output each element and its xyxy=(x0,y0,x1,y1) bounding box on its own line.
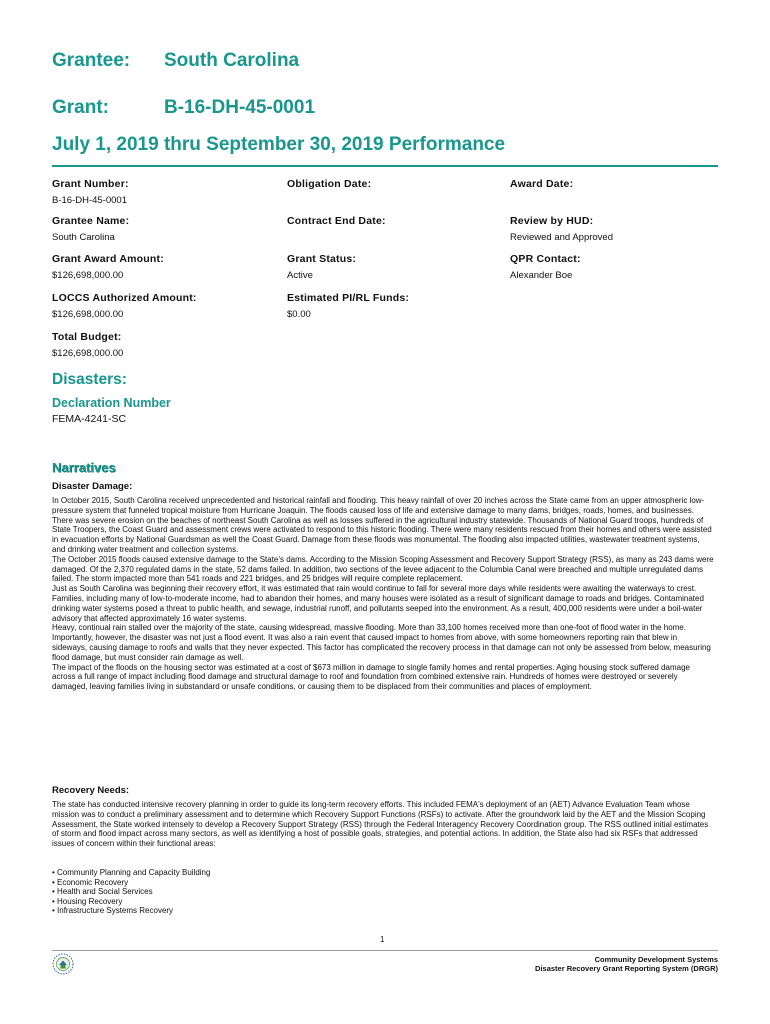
disaster-damage-paragraph: The impact of the floods on the housing sector was estimated at a cost of $673 million in damage to single family homes and rental properties. Aging housing stock suffered damage across a full range of impact including flood damage and structural damage to roof and foundation from combined extensive rain. Hundreds of homes were destroyed or severely damaged, leaving families living in substandard or unsafe conditions, or causing them to be displaced from their communities and places of employment. xyxy=(52,662,690,692)
grant-award-amount-value: $126,698,000.00 xyxy=(52,270,124,281)
declaration-number-value: FEMA-4241-SC xyxy=(52,413,127,425)
footer-line-2: Disaster Recovery Grant Reporting System (DRGR) xyxy=(535,964,718,973)
grant-header-value: B-16-DH-45-0001 xyxy=(164,97,316,118)
award-date-label: Award Date: xyxy=(510,178,574,190)
disaster-damage-heading: Disaster Damage: xyxy=(52,481,133,492)
narratives-heading: Narratives xyxy=(52,460,116,475)
qpr-contact-field xyxy=(510,253,581,281)
grant-award-amount-label: Grant Award Amount: xyxy=(52,253,164,265)
list-item: • Housing Recovery xyxy=(52,896,123,906)
grantee-header-value: South Carolina xyxy=(164,50,300,71)
grant-number-field xyxy=(52,178,129,206)
disaster-damage-paragraph: Heavy, continual rain stalled over the majority of the state, causing widespread, massive flooding. More than 33,100 homes received more than one-foot of flood water in the home. Importantly, however, the disaster was not just a flood event. It was also a rain event that caused impact to homes from above, with some homeowners reporting rain that blew in sideways, causing damage to roofs and walls that they never expected. This factor has complicated the recovery process in that damage can not only be assessed from below, measuring flood damage, but must consider rain damage as well. xyxy=(52,623,711,662)
recovery-needs-paragraph: The state has conducted intensive recovery planning in order to guide its long-term recovery efforts. This included FEMA's deployment of an (AET) Advance Evaluation Team whose mission was to conduct a preliminary assessment and to determine which Recovery Support Functions (RSFs) to activate. After the groundwork laid by the AET and the Mission Scoping Assessment, the State worked intensely to develop a Recovery Support Strategy (RSS) through the Federal Interagency Recovery Coordination group. The RSS outlined initial estimates of storm and flood impact across many sectors, as well as identifying a host of possible goals, strategies, and potential actions. In addition, the State also had six RSFs that addressed issues of concern within their functional areas: xyxy=(52,800,709,849)
total-budget-field xyxy=(52,331,123,359)
review-by-hud-field xyxy=(510,215,613,243)
list-item: • Health and Social Services xyxy=(52,887,153,897)
obligation-date-label: Obligation Date: xyxy=(287,178,372,190)
footer-divider xyxy=(52,950,718,951)
grantee-header xyxy=(52,50,299,72)
footer-line-1: Community Development Systems xyxy=(594,955,718,964)
grant-status-field xyxy=(287,253,356,281)
list-item: • Infrastructure Systems Recovery xyxy=(52,906,174,916)
award-date-field xyxy=(510,178,573,195)
qpr-contact-label: QPR Contact: xyxy=(510,253,581,265)
grant-award-amount-field xyxy=(52,253,164,281)
loccs-authorized-amount-value: $126,698,000.00 xyxy=(52,309,124,320)
recovery-functions-list xyxy=(52,868,210,916)
contract-end-date-field xyxy=(287,215,386,232)
disaster-damage-paragraph: The October 2015 floods caused extensive damage to the State’s dams. According to the Mission Scoping Assessment and Recovery Support Strategy (RSS), as many as 243 dams were damaged. Of the 2,370 regulated dams in the state, 52 dams failed. In addition, two sections of the levee adjacent to the Columbia Canal were breached and multiple unregulated dams failed. The storm impacted more than 541 roads and 221 bridges, and 25 bridges will require complete replacement. xyxy=(52,554,714,584)
review-by-hud-value: Reviewed and Approved xyxy=(510,232,613,243)
grant-number-label: Grant Number: xyxy=(52,178,129,190)
grant-header-label: Grant: xyxy=(52,97,109,118)
grantee-name-value: South Carolina xyxy=(52,232,115,243)
grantee-name-label: Grantee Name: xyxy=(52,215,130,227)
total-budget-label: Total Budget: xyxy=(52,331,122,343)
disaster-damage-paragraph: Just as South Carolina was beginning their recovery effort, it was estimated that rain would continue to fall for several more days while residents were awaiting the waterways to crest. Families, including many of low-to-moderate income, had to abandon their homes, and many houses were isolated as a result of significant damage to roads and bridges. Contaminated drinking water systems posed a threat to public health, and sewage, industrial runoff, and pollutants seeped into the environment. As a result, 400,000 residents were under a boil-water advisory that affected approximately 16 water systems. xyxy=(52,584,704,623)
disasters-heading: Disasters: xyxy=(52,371,127,388)
hud-seal-icon xyxy=(52,953,74,975)
header-divider xyxy=(52,165,718,167)
qpr-contact-value: Alexander Boe xyxy=(510,270,573,281)
grant-status-value: Active xyxy=(287,270,313,281)
grant-number-value: B-16-DH-45-0001 xyxy=(52,195,127,206)
grant-status-label: Grant Status: xyxy=(287,253,357,265)
page-number: 1 xyxy=(380,935,385,944)
disaster-damage-text xyxy=(52,496,714,692)
grantee-name-field xyxy=(52,215,129,243)
recovery-needs-heading: Recovery Needs: xyxy=(52,785,130,796)
declaration-number-heading: Declaration Number xyxy=(52,396,171,410)
total-budget-value: $126,698,000.00 xyxy=(52,348,124,359)
estimated-pirl-funds-field xyxy=(287,292,409,320)
estimated-pirl-funds-label: Estimated PI/RL Funds: xyxy=(287,292,410,304)
grantee-header-label: Grantee: xyxy=(52,50,131,71)
review-by-hud-label: Review by HUD: xyxy=(510,215,594,227)
loccs-authorized-amount-label: LOCCS Authorized Amount: xyxy=(52,292,197,304)
obligation-date-field xyxy=(287,178,371,195)
estimated-pirl-funds-value: $0.00 xyxy=(287,309,311,320)
list-item: • Economic Recovery xyxy=(52,877,129,887)
contract-end-date-label: Contract End Date: xyxy=(287,215,386,227)
loccs-authorized-amount-field xyxy=(52,292,197,320)
performance-period-title: July 1, 2019 thru September 30, 2019 Performance xyxy=(52,134,506,155)
recovery-needs-text xyxy=(52,800,714,849)
list-item: • Community Planning and Capacity Building xyxy=(52,868,211,877)
grant-header xyxy=(52,97,315,119)
disaster-damage-paragraph: In October 2015, South Carolina received unprecedented and historical rainfall and flooding. This heavy rainfall of over 20 inches across the State came from an upper atmospheric low-pressure system that funneled tropical moisture from Hurricane Joaquin. The floods caused loss of life and extensive damage to many dams, bridges, roads, homes, and businesses. There was severe erosion on the beaches of northeast South Carolina as well as losses suffered in the agricultural industry statewide. Thousands of National Guard troops, hundreds of State Troopers, the Coast Guard and assessment crews were activated to respond to this historic flooding. There were many residents rescued from their homes and others were assisted in evacuation efforts by National Guardsman as well the Coast Guard. Damage from these floods was monumental. The flooding also impacted utilities, wastewater treatment systems, and drinking water treatment and collection systems. xyxy=(52,496,712,554)
